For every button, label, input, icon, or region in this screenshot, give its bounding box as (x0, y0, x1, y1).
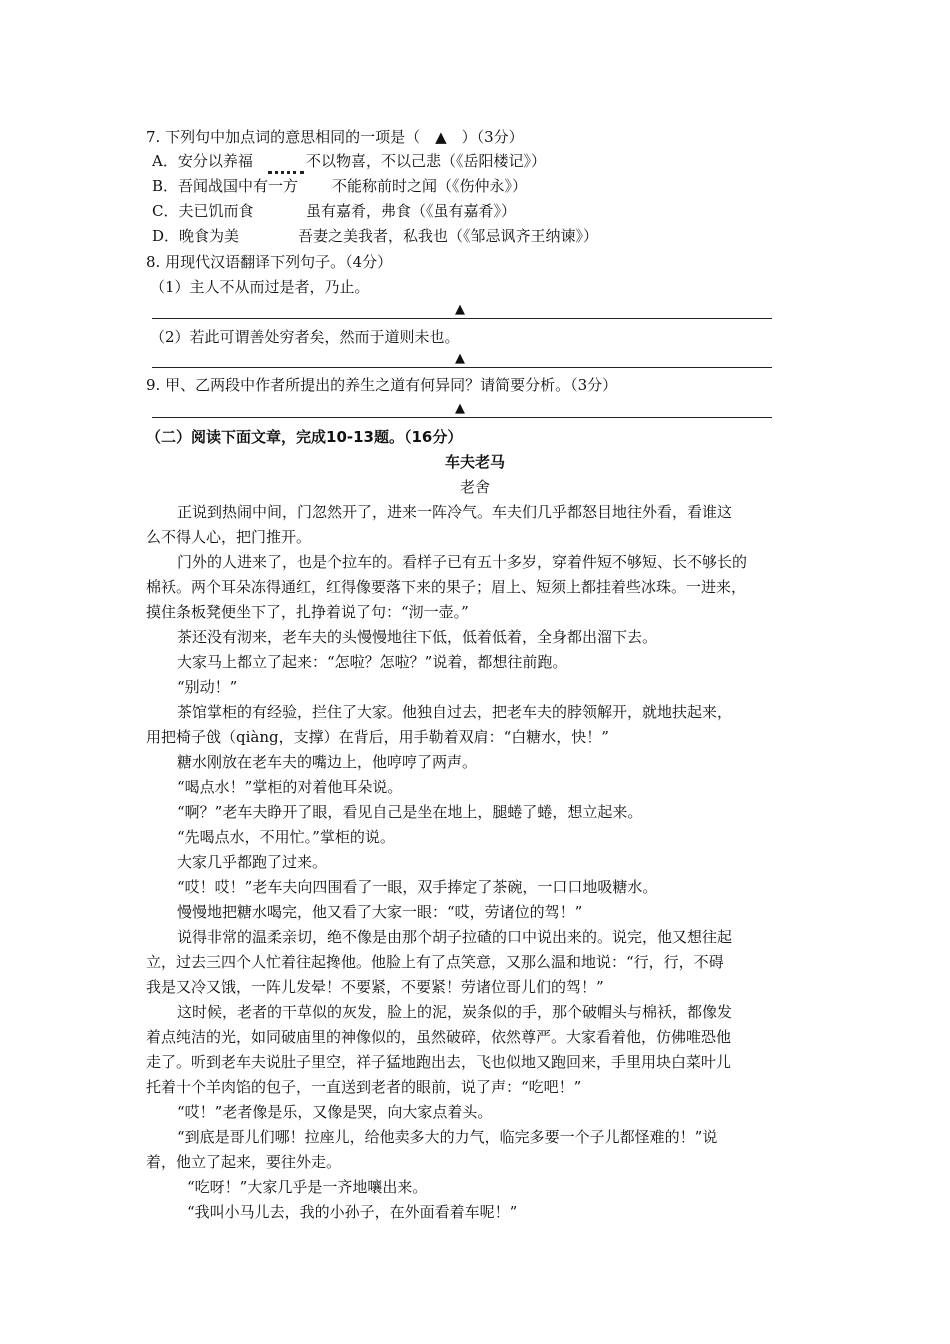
story-line: 我是又冷又饿，一阵儿发晕！不要紧，不要紧！劳诸位哥儿们的驾！” (146, 978, 604, 996)
option-part-a: 晚食为美 (179, 227, 240, 245)
story-line: “喝点水！”掌柜的对着他耳朵说。 (177, 778, 403, 796)
story-line: 糖水刚放在老车夫的嘴边上，他哼哼了两声。 (177, 753, 478, 771)
q7-option-d-part-b: 吾妻之美我者，私我也（《邹忌讽齐王纳谏》） (298, 227, 599, 245)
story-line: 棉袄。两个耳朵冻得通红，红得像要落下来的果子；眉上、短须上都挂着些冰珠。一进来， (146, 578, 747, 596)
story-line: 么不得人心，把门推开。 (146, 528, 312, 546)
q7-option-a (152, 150, 253, 172)
story-title: 车夫老马 (444, 453, 505, 471)
story-line: “我叫小马儿去，我的小孙子，在外面看着车呢！” (187, 1203, 518, 1221)
story-line: 慢慢地把糖水喝完，他又看了大家一眼：“哎，劳诸位的驾！” (177, 903, 583, 921)
section-heading: （二）阅读下面文章，完成10-13题。（16分） (146, 428, 463, 446)
option-label: C． (152, 202, 179, 220)
answer-line[interactable] (152, 318, 772, 319)
story-line: 着点纯洁的光，如同破庙里的神像似的，虽然破碎，依然尊严。大家看着他，仿佛唯恐他 (146, 1028, 732, 1046)
answer-line[interactable] (152, 417, 772, 418)
q8-stem: 8. 用现代汉语翻译下列句子。（4分） (146, 253, 393, 271)
story-line: 立，过去三四个人忙着往起搀他。他脸上有了点笑意，又那么温和地说：“行，行，不碍 (146, 953, 724, 971)
story-line: 大家几乎都跑了过来。 (177, 853, 328, 871)
story-line: “别动！” (177, 678, 238, 696)
q9-stem: 9. 甲、乙两段中作者所提出的养生之道有何异同？请简要分析。（3分） (146, 376, 618, 394)
story-line: “啊？”老车夫睁开了眼，看见自己是坐在地上，腿蜷了蜷，想立起来。 (177, 803, 643, 821)
story-line: 说得非常的温柔亲切，绝不像是由那个胡子拉碴的口中说出来的。说完，他又想往起 (177, 928, 733, 946)
story-author: 老舍 (459, 478, 490, 496)
emphasis-dots (268, 171, 304, 174)
option-part-a: 吾闻战国中有一方 (178, 177, 299, 195)
story-line: 门外的人进来了，也是个拉车的。看样子已有五十多岁，穿着件短不够短、长不够长的 (177, 553, 748, 571)
story-line: 着，他立了起来，要往外走。 (146, 1153, 342, 1171)
story-line: “吃呀！”大家几乎是一齐地嚷出来。 (187, 1178, 428, 1196)
story-line: 正说到热闹中间，门忽然开了，进来一阵冷气。车夫们几乎都怒目地往外看，看谁这 (177, 503, 733, 521)
q7-option-c (152, 200, 254, 222)
answer-mark: ▲ (455, 401, 465, 416)
story-line: “哎！哎！”老车夫向四围看了一眼，双手捧定了茶碗，一口口地吸糖水。 (177, 878, 658, 896)
story-line: 茶还没有沏来，老车夫的头慢慢地往下低，低着低着，全身都出溜下去。 (177, 628, 658, 646)
story-line: 用把椅子戗（qiàng，支撑）在背后，用手勒着双肩：“白糖水，快！” (146, 728, 609, 746)
story-line: “到底是哥儿们哪！拉座儿，给他卖多大的力气，临完多要一个子儿都怪难的！”说 (177, 1128, 718, 1146)
q7-option-a-part-b: 不以物喜，不以己悲（《岳阳楼记》） (306, 152, 547, 170)
story-line: “先喝点水，不用忙。”掌柜的说。 (177, 828, 395, 846)
option-label: D． (152, 227, 180, 245)
q7-option-d (152, 225, 239, 247)
answer-line[interactable] (152, 367, 772, 368)
story-line: “哎！”老者像是乐，又像是哭，向大家点着头。 (177, 1103, 493, 1121)
answer-mark: ▲ (455, 351, 465, 366)
story-line: 摸住条板凳便坐下了，扎挣着说了句：“沏一壶。” (146, 603, 469, 621)
q7-option-b (152, 175, 298, 197)
story-line: 托着十个羊肉馅的包子，一直送到老者的眼前，说了声：“吃吧！” (146, 1078, 582, 1096)
option-label: B． (152, 177, 179, 195)
q7-option-c-part-b: 虽有嘉肴，弗食（《虽有嘉肴》） (306, 202, 517, 220)
option-part-a: 安分以养福 (177, 152, 253, 170)
story-line: 走了。听到老车夫说肚子里空，祥子猛地跑出去，飞也似地又跑回来，手里用块白菜叶儿 (146, 1053, 732, 1071)
story-line: 大家马上都立了起来：“怎啦？怎啦？”说着，都想往前跑。 (177, 653, 568, 671)
q8-sentence-2: （2）若此可谓善处穷者矣，然而于道则未也。 (150, 328, 460, 346)
q7-option-b-part-b: 不能称前时之闻（《伤仲永》） (332, 177, 528, 195)
option-label: A． (152, 152, 178, 170)
q8-sentence-1: （1）主人不从而过是者，乃止。 (150, 278, 370, 296)
answer-mark: ▲ (455, 302, 465, 317)
q7-stem: 7. 下列句中加点词的意思相同的一项是（ ▲ ）（3分） (146, 128, 524, 146)
option-part-a: 夫已饥而食 (178, 202, 254, 220)
story-line: 茶馆掌柜的有经验，拦住了大家。他独自过去，把老车夫的脖领解开，就地扶起来， (177, 703, 733, 721)
story-line: 这时候，老者的干草似的灰发，脸上的泥，炭条似的手，那个破帽头与棉袄，都像发 (177, 1003, 733, 1021)
